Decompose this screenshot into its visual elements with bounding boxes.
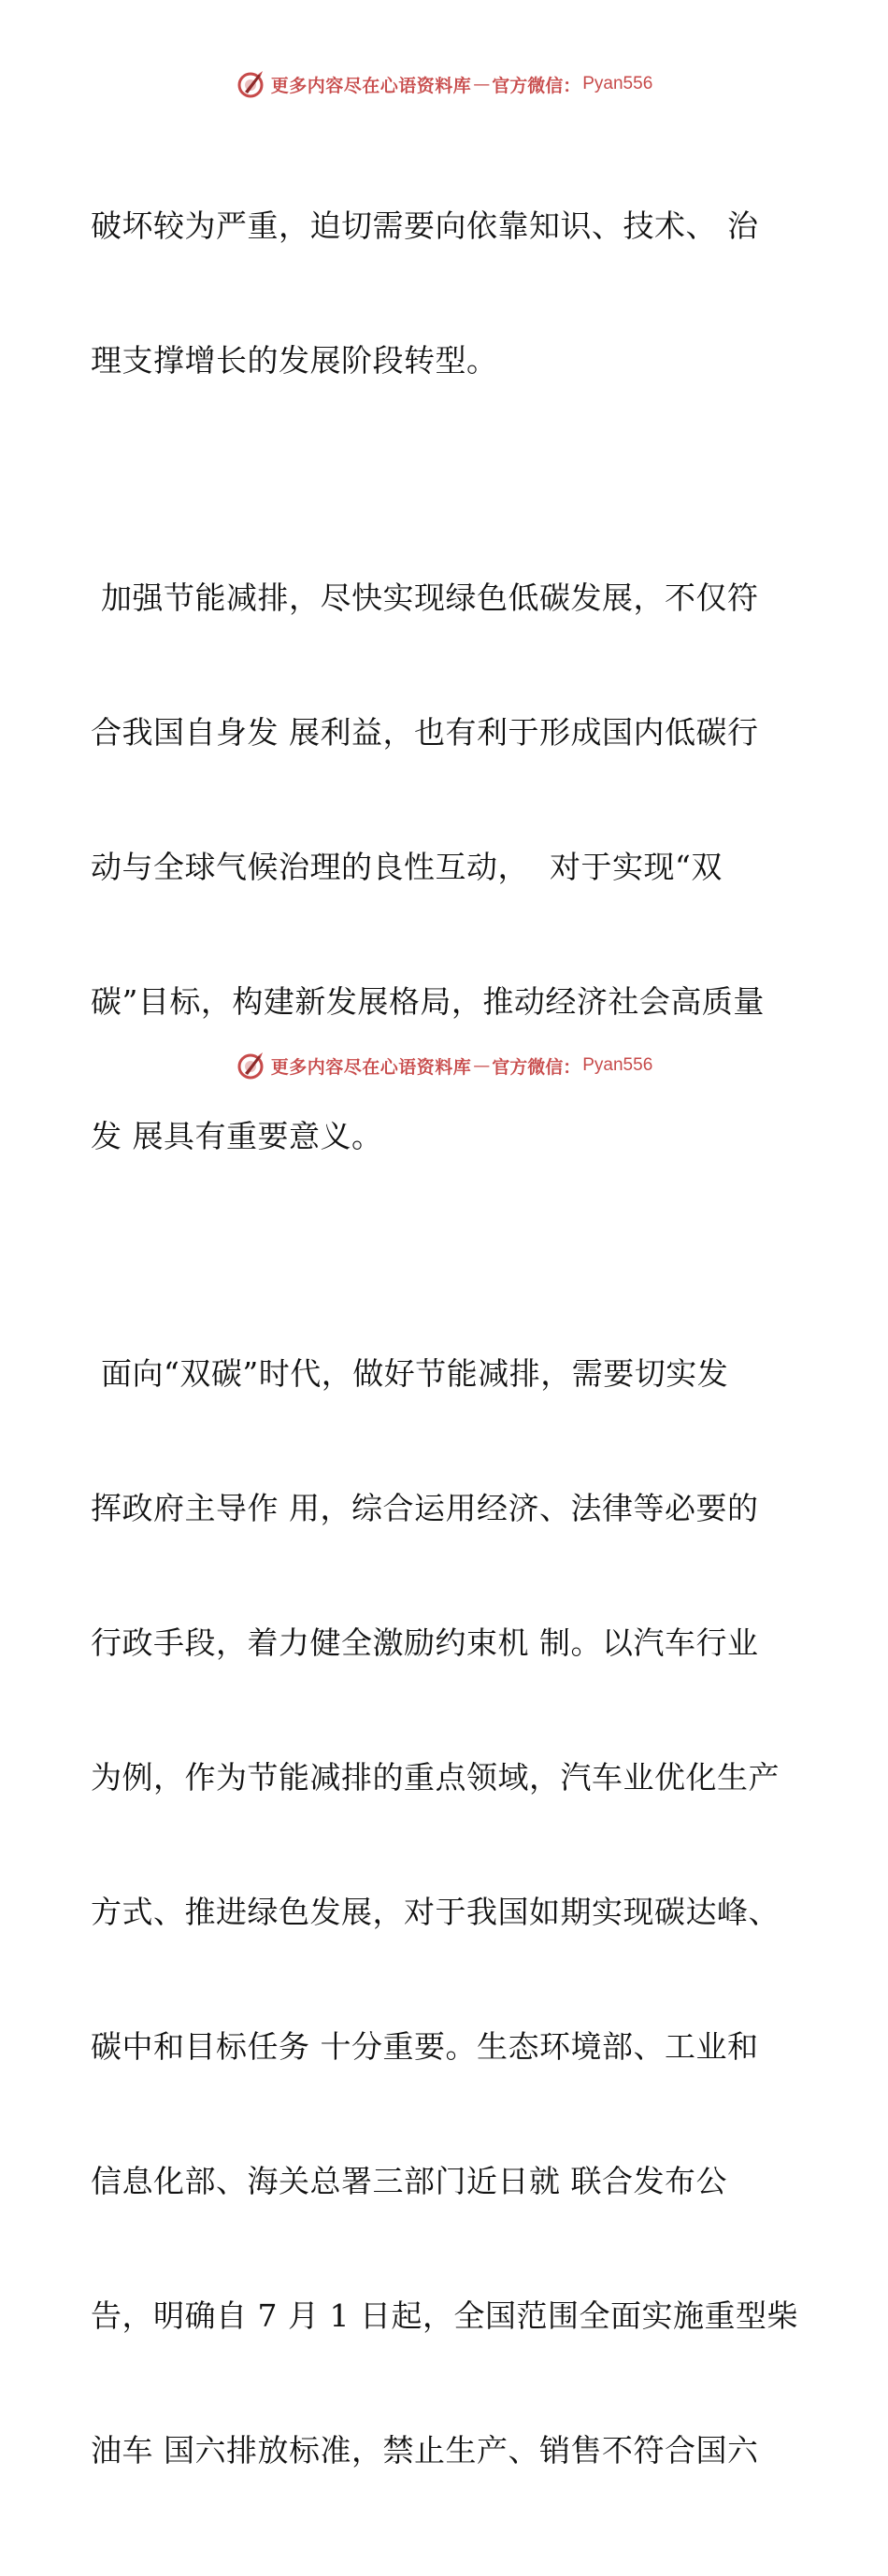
- text-line: 理支撑增长的发展阶段转型。: [91, 342, 498, 379]
- paragraph-2: [91, 486, 801, 1249]
- banner-main-text: 更多内容尽在心语资料库: [270, 1056, 472, 1078]
- banner-separator: —: [473, 1055, 491, 1076]
- paragraph-3: [91, 1262, 801, 2563]
- text-line: 行政手段，着力健全激励约束机 制。以汽车行业: [91, 1624, 759, 1661]
- text-line: 面向“双碳”时代，做好节能减排，需要切实发: [91, 1355, 729, 1392]
- banner-account-id: Pyan556: [582, 74, 653, 93]
- text-line: 破坏较为严重，迫切需要向依靠知识、技术、 治: [91, 208, 759, 244]
- document-body: [91, 114, 801, 2576]
- banner-account-label: 官方微信：: [492, 75, 581, 96]
- quill-seal-logo-icon: [236, 1051, 265, 1080]
- text-line: 碳中和目标任务 十分重要。生态环境部、工业和: [91, 2028, 759, 2065]
- banner-account-id: Pyan556: [582, 1055, 653, 1075]
- header-banner: [0, 65, 888, 103]
- banner-separator: —: [473, 74, 491, 94]
- paragraph-1: [91, 114, 801, 473]
- text-line: 合我国自身发 展利益，也有利于形成国内低碳行: [91, 714, 759, 751]
- footer-banner: [0, 1047, 888, 1084]
- text-line: 动与全球气候治理的良性互动， 对于实现“双: [91, 849, 723, 885]
- text-line: 挥政府主导作 用，综合运用经济、法律等必要的: [91, 1490, 759, 1526]
- banner-account-label: 官方微信：: [492, 1056, 581, 1078]
- text-line: 方式、推进绿色发展，对于我国如期实现碳达峰、: [91, 1894, 780, 1930]
- text-line: 信息化部、海关总署三部门近日就 联合发布公: [91, 2163, 727, 2199]
- quill-seal-logo-icon: [236, 69, 265, 99]
- banner-main-text: 更多内容尽在心语资料库: [270, 75, 472, 96]
- text-line: 加强节能减排，尽快实现绿色低碳发展，不仅符: [91, 580, 759, 616]
- text-line: 油车 国六排放标准，禁止生产、销售不符合国六: [91, 2432, 759, 2469]
- text-line: 碳”目标，构建新发展格局，推动经济社会高质量: [91, 983, 765, 1020]
- text-line: 为例，作为节能减排的重点领域，汽车业优化生产: [91, 1759, 780, 1796]
- text-line: 发 展具有重要意义。: [91, 1118, 383, 1154]
- text-line: 告，明确自 7 月 1 日起，全国范围全面实施重型柴: [91, 2297, 798, 2334]
